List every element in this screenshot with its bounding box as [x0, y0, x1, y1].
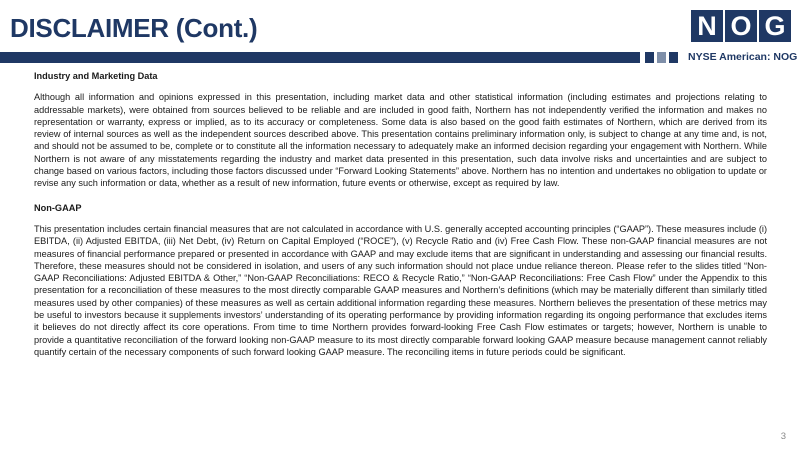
logo-letter-o: O	[725, 10, 757, 42]
page-title: DISCLAIMER (Cont.)	[10, 13, 258, 43]
section-heading-industry: Industry and Marketing Data	[34, 71, 158, 81]
nog-logo	[691, 10, 791, 42]
decorative-square	[657, 52, 666, 63]
decorative-square	[645, 52, 654, 63]
exchange-ticker: NYSE American: NOG	[688, 51, 798, 63]
decorative-square	[669, 52, 678, 63]
logo-letter-g: G	[759, 10, 791, 42]
logo-letter-n: N	[691, 10, 723, 42]
section-heading-non-gaap: Non-GAAP	[34, 202, 82, 213]
title-underline-bar	[0, 52, 640, 63]
section-body-industry: Although all information and opinions expressed in this presentation, including market data and other statistical information (including estimates and projections relating to addressable markets), were obtained from sources believed to be reliable and are included in good faith, Northern has not independently verified the information and makes no representation or warranty, express or implied, as to its accuracy or completeness. Some data is also based on the good faith estimates of Northern, which are derived from its review of internal sources as well as the independent sources described above. This presentation contains preliminary information only, is subject to change at any time and, is not, and should not be assumed to be, complete or to constitute all the information necessary to adequately make an informed decision regarding your engagement with Northern. While Northern is not aware of any misstatements regarding the industry and market data presented in this presentation, such data involve risks and uncertainties and are subject to change based on various factors, including those factors discussed under “Forward Looking Statements” above. Northern has no intention and undertakes no obligation to update or revise any such information or data, whether as a result of new information, future events or otherwise, except as required by law.	[34, 92, 767, 189]
disclaimer-content	[34, 70, 767, 370]
decorative-squares	[645, 52, 678, 63]
section-body-non-gaap: This presentation includes certain financial measures that are not calculated in accordance with U.S. generally accepted accounting principles (“GAAP”). These measures include (i) EBITDA, (ii) Adjusted EBITDA, (iii) Net Debt, (iv) Return on Capital Employed (“ROCE”), (v) Recycle Ratio and (iv) Free Cash Flow. These non-GAAP financial measures are not measures of financial performance prepared or presented in accordance with GAAP and may exclude items that are significant in understanding and assessing our financial results. Therefore, these measures should not be considered in isolation, and users of any such information should not place undue reliance thereon. Please refer to the slides titled “Non-GAAP Reconciliations: Adjusted EBITDA & Other,” “Non-GAAP Reconciliations: RECO & Recycle Ratio,” “Non-GAAP Reconciliations: Free Cash Flow” under the Appendix to this presentation for a reconciliation of these measures to the most directly comparable GAAP measures and Northern’s definitions (which may be materially different than similarly titled measures used by other companies) of these measures as well as certain additional information regarding these measures. Northern believes the presentation of these metrics may be useful to investors because it supplements investors’ understanding of its operating performance by providing information regarding its ongoing performance that excludes items it believes do not directly affect its core operations. From time to time Northern provides forward-looking Free Cash Flow estimates or targets; however, Northern is unable to provide a quantitative reconciliation of the forward looking non-GAAP measure to its most directly comparable forward looking GAAP measure because management cannot reliably quantify certain of the necessary components of such forward looking GAAP measure. The reconciling items in future periods could be significant.	[34, 223, 767, 357]
page-number: 3	[780, 431, 786, 442]
